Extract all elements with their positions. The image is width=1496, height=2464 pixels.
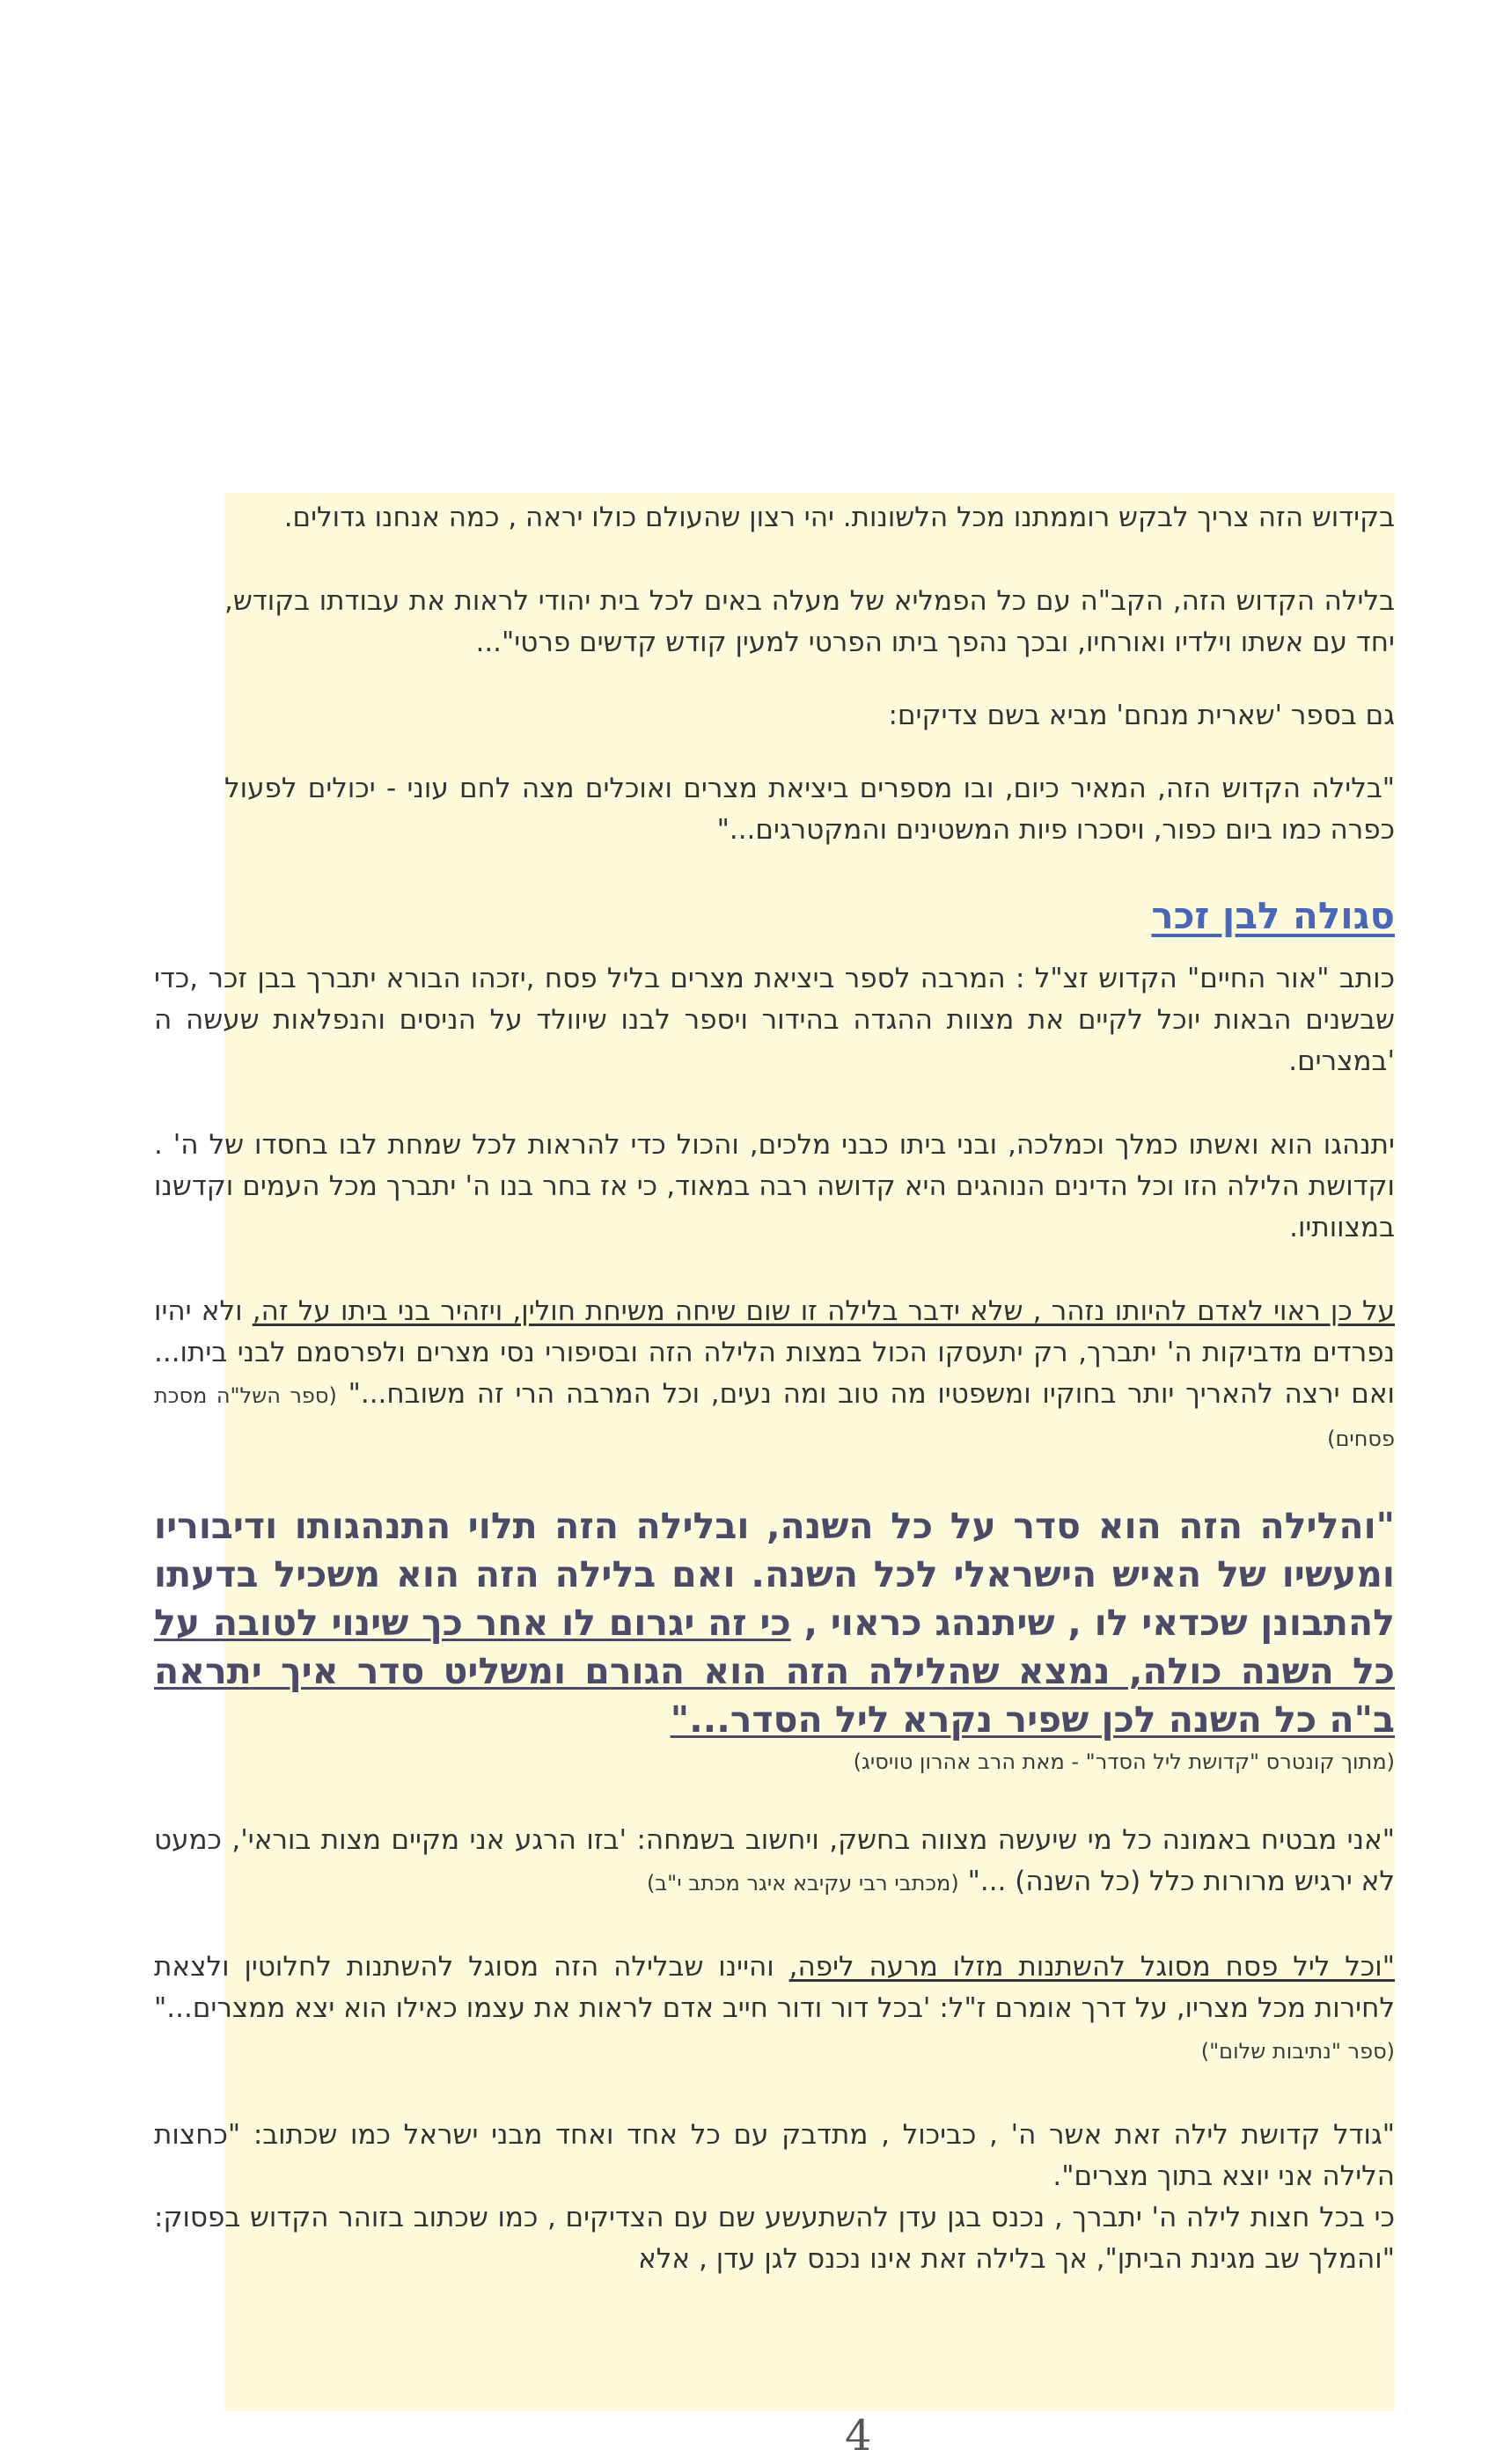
- paragraph-shelah: על כן ראוי לאדם להיותו נזהר , שלא ידבר בלילה זו שום שיחה משיחת חולין, ויזהיר בני ביתו על זה, ולא יהיו נפרדים מדביקות ה' יתברך, רק יתעסקו הכול במצות הלילה הזה ובסיפורי נסי מצרים ולפרסמם לבני ביתו... ואם ירצה להאריך יותר בחוקיו ומשפטיו מה טוב ומה נעים, וכל המרבה הרי זה משובח..." (ספר השל"ה מסכת פסחים): [154, 1295, 1395, 1451]
- paragraph-netivot-shalom: "וכל ליל פסח מסוגל להשתנות מזלו מרעה ליפה, והיינו שבלילה הזה מסוגל להשתנות לחלוטין ולצאת לחירות מכל מצריו, על דרך אומרם ז"ל: 'בכל דור ודור חייב אדם לראות את עצמו כאילו הוא יצא ממצרים..." (ספר "נתיבות שלום"): [154, 1951, 1395, 2064]
- source-citation: (מכתבי רבי עקיבא איגר מכתב י"ב): [646, 1871, 959, 1896]
- paragraph-rabbi-akiva-eiger: "אני מבטיח באמונה כל מי שיעשה מצווה בחשק, ויחשוב בשמחה: 'בזו הרגע אני מקיים מצות בוראי', כמעט לא ירגיש מרורות כלל (כל השנה) ..." (מכתבי רבי עקיבא איגר מכתב י"ב): [154, 1824, 1395, 1897]
- underlined-text: על כן ראוי לאדם להיותו נזהר , שלא ידבר בלילה זו שום שיחה משיחת חולין, ויזהיר בני ביתו על זה,: [252, 1295, 1395, 1327]
- source-citation: (מתוך קונטרס "קדושת ליל הסדר" - מאת הרב אהרון טויסיג): [853, 1749, 1395, 1774]
- source-citation: (ספר השל"ה מסכת פסחים): [154, 1383, 1395, 1451]
- source-citation: (ספר "נתיבות שלום"): [1200, 2039, 1395, 2064]
- paragraph-sheerit-menachem: גם בספר 'שארית מנחם' מביא בשם צדיקים:: [888, 700, 1395, 731]
- document-body: [154, 497, 1395, 2280]
- paragraph-midnight: "גודל קדושת לילה זאת אשר ה' , כביכול , מתדבק עם כל אחד ואחד מבני ישראל כמו שכתוב: "כחצות הלילה אני יוצא בתוך מצרים".: [154, 2119, 1395, 2192]
- paragraph-atonement: "בלילה הקדוש הזה, המאיר כיום, ובו מספרים ביציאת מצרים ואוכלים מצה לחם עוני - יכולים לפעול כפרה כמו ביום כפור, ויסכרו פיות המשטינים והמקטרגים...": [224, 773, 1395, 846]
- paragraph-seder-night: "והלילה הזה הוא סדר על כל השנה, ובלילה הזה תלוי התנהגותו ודיבוריו ומעשיו של האיש הישראלי לכל השנה. ואם בלילה הזה הוא משכיל בדעתו להתבונן שכדאי לו , שיתנהג כראוי , כי זה יגרום לו אחר כך שינוי לטובה על כל השנה כולה, נמצא שהלילה הזה הוא הגורם ומשליט סדר איך יתראה ב"ה כל השנה לכן שפיר נקרא ליל הסדר...": [154, 1505, 1395, 1741]
- page-number: 4: [845, 2411, 872, 2460]
- paragraph-holy-night: בלילה הקדוש הזה, הקב"ה עם כל הפמליא של מעלה באים לכל בית יהודי לראות את עבודתו בקודש, יחד עם אשתו וילדיו ואורחיו, ובכך נהפך ביתו הפרטי למעין קודש קדשים פרטי"...: [224, 585, 1395, 658]
- paragraph-gan-eden: כי בכל חצות לילה ה' יתברך , נכנס בגן עדן להשתעשע שם עם הצדיקים , כמו שכתוב בזוהר הקדוש בפסוק: "והמלך שב מגינת הביתן", אך בלילה זאת אינו נכנס לגן עדן , אלא: [154, 2202, 1395, 2275]
- paragraph-or-hachaim: כותב "אור החיים" הקדוש זצ"ל : המרבה לספר ביציאת מצרים בליל פסח ,יזכהו הבורא יתברך בבן זכר ,כדי שבשנים הבאות יוכל לקיים את מצוות ההגדה בהידור ויספר לבנו שיוולד על הניסים והנפלאות שעשה ה 'במצרים.: [154, 963, 1395, 1077]
- underlined-text: כי זה יגרום לו אחר כך שינוי לטובה על כל השנה כולה, נמצא שהלילה הזה הוא הגורם ומשליט סדר איך יתראה ב"ה כל השנה לכן שפיר נקרא ליל הסדר...": [154, 1602, 1395, 1741]
- section-heading: סגולה לבן זכר: [1151, 894, 1395, 937]
- paragraph-king-queen: יתנהגו הוא ואשתו כמלך וכמלכה, ובני ביתו כבני מלכים, והכול כדי להראות לכל שמחת לבו בחסדו של ה' . וקדושת הלילה הזו וכל הדינים הנוהגים היא קדושה רבה במאוד, כי אז בחר בנו ה' יתברך מכל העמים וקדשנו במצוותיו.: [154, 1129, 1395, 1243]
- paragraph-kiddush: בקידוש הזה צריך לבקש רוממתנו מכל הלשונות. יהי רצון שהעולם כולו יראה , כמה אנחנו גדולים.: [283, 502, 1395, 533]
- underlined-text: "וכל ליל פסח מסוגל להשתנות מזלו מרעה ליפה,: [788, 1951, 1395, 1983]
